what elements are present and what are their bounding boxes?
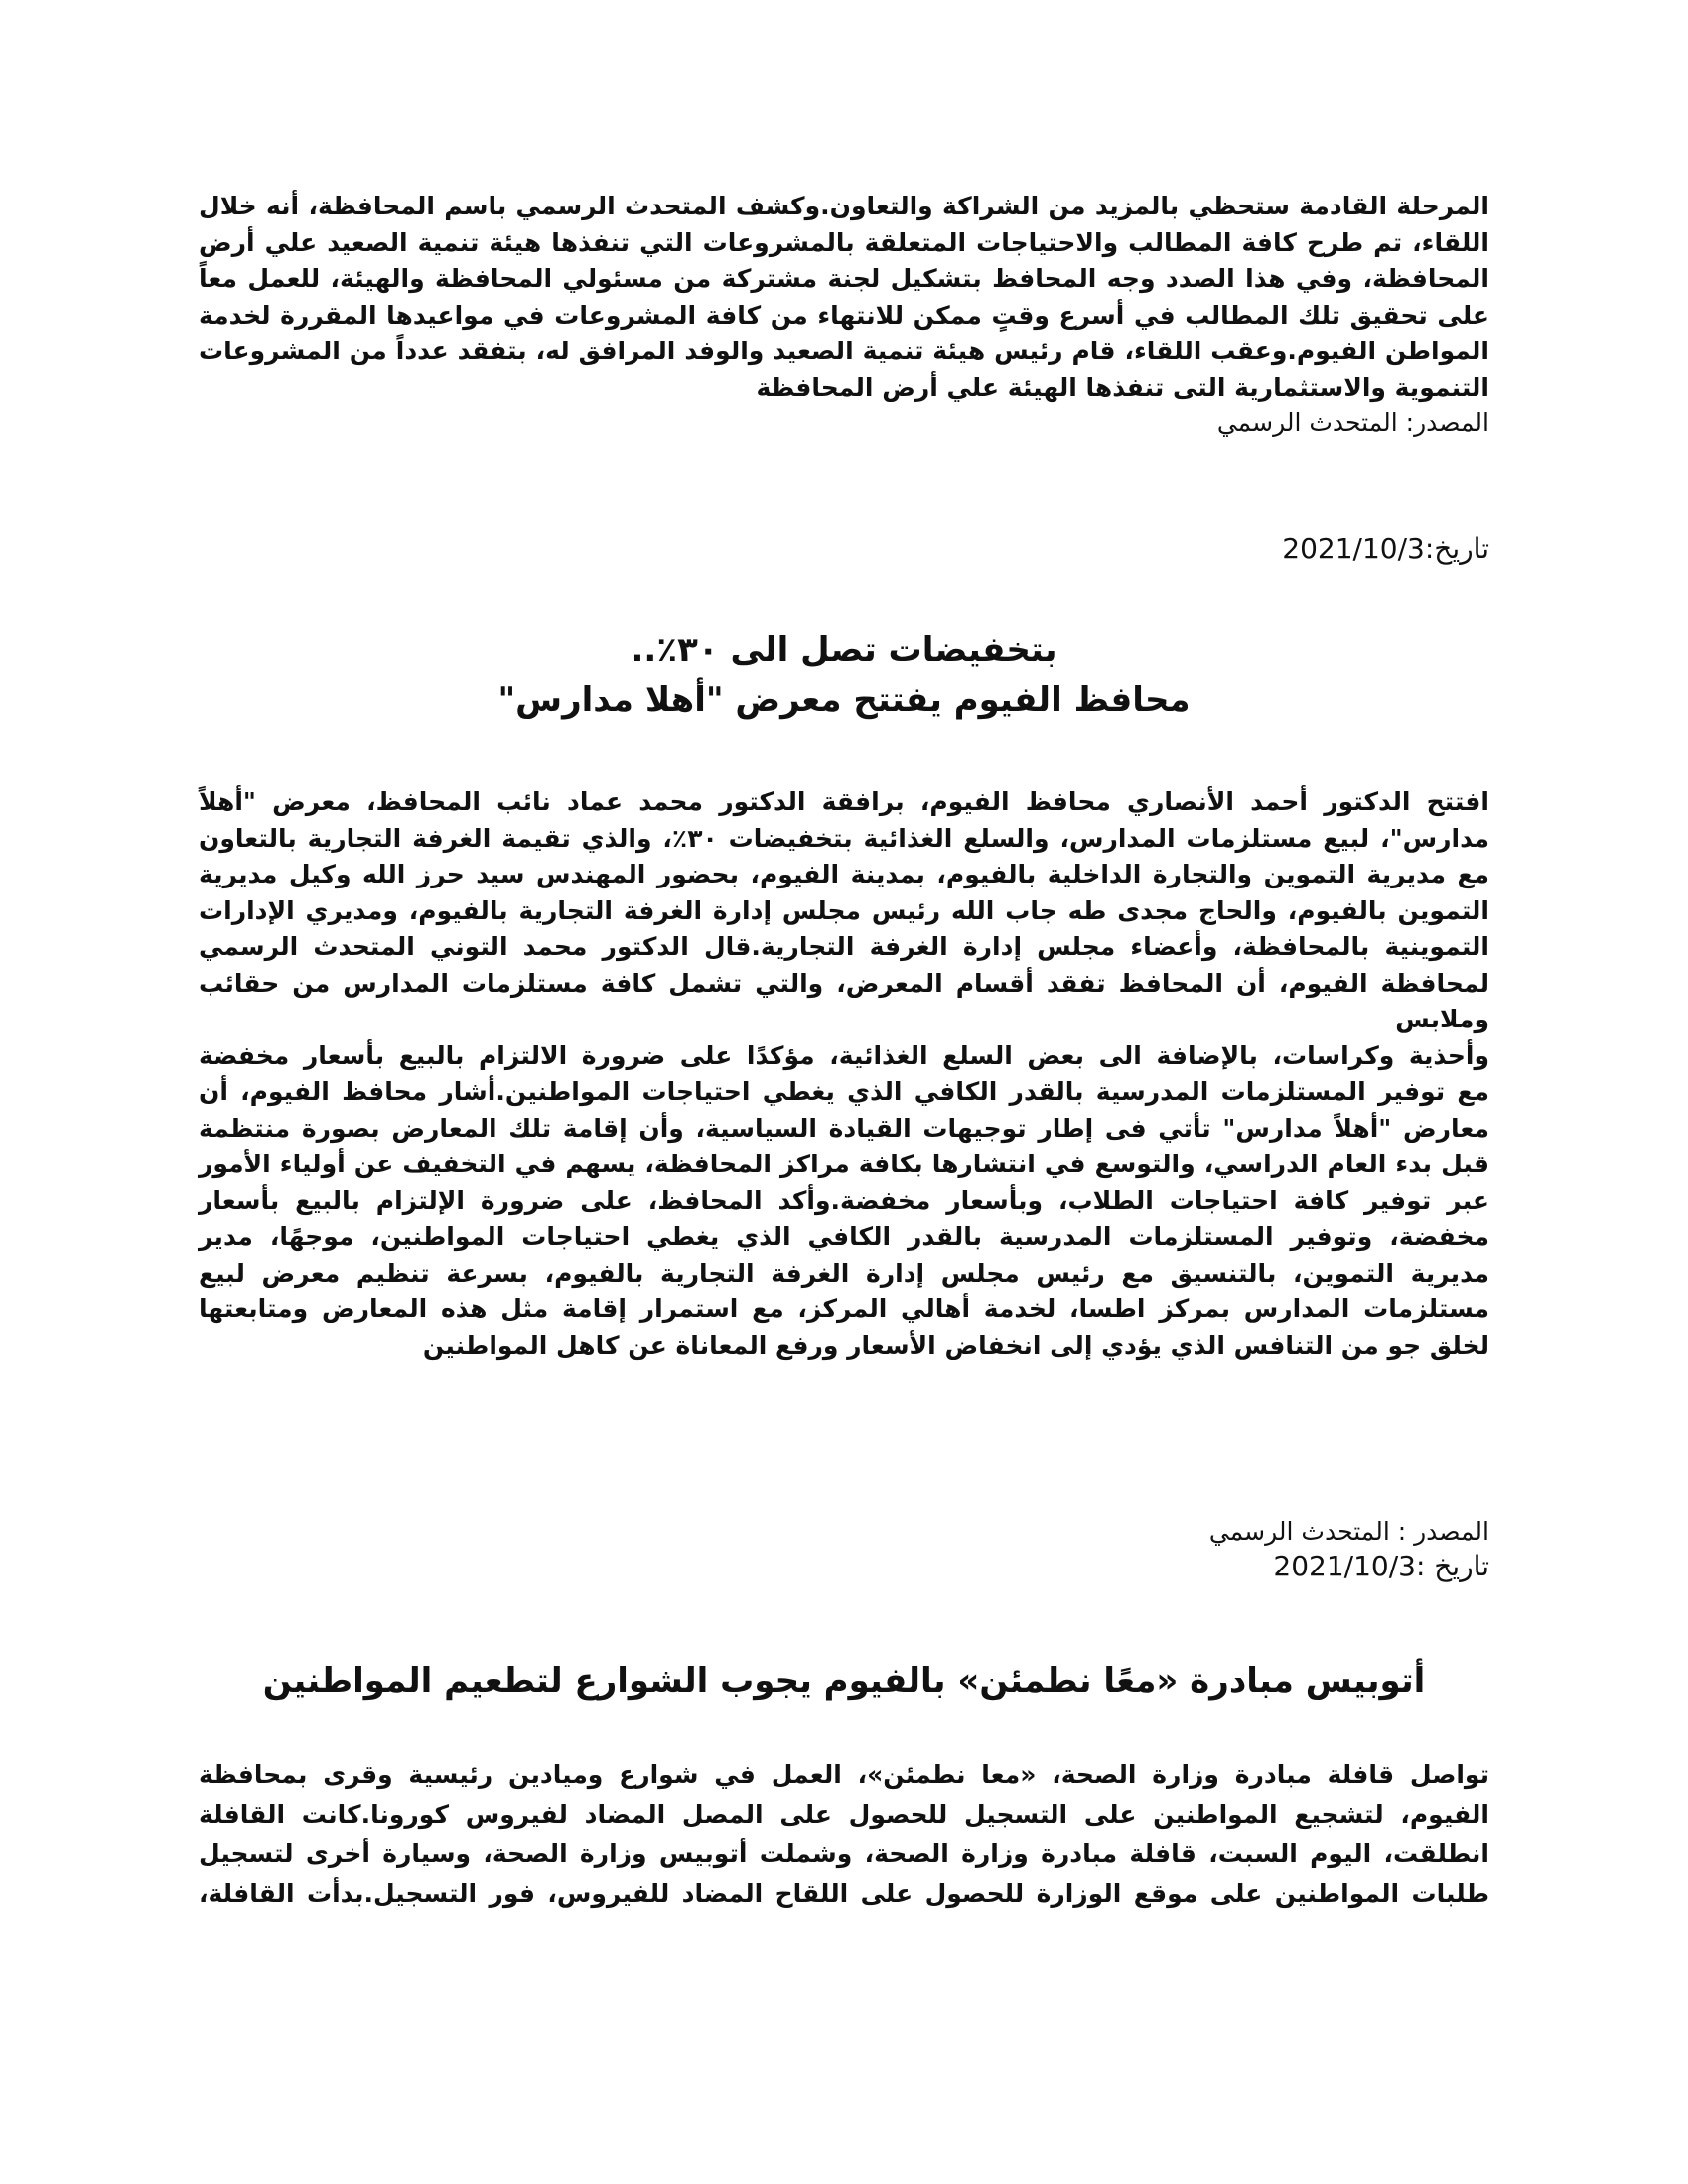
paragraph-line: مديرية التموين، بالتنسيق مع رئيس مجلس إدارة الغرفة التجارية بالفيوم، بسرعة تنظيم معرض لبيع xyxy=(199,1258,1489,1288)
article-2-date: تاريخ :2021/10/3 xyxy=(1273,1550,1489,1582)
paragraph-line: التموينية بالمحافظة، وأعضاء مجلس إدارة الغرفة التجارية.قال الدكتور محمد التوني المتحدث الرسمي xyxy=(199,932,1489,961)
paragraph-line: افتتح الدكتور أحمد الأنصاري محافظ الفيوم، برافقة الدكتور محمد عماد نائب المحافظ، معرض "أهلاً xyxy=(199,787,1489,816)
paragraph-line: عبر توفير كافة احتياجات الطلاب، وبأسعار مخفضة.وأكد المحافظ، على ضرورة الإلتزام بالبيع بأسعار xyxy=(199,1185,1489,1215)
paragraph-line: المحافظة، وفي هذا الصدد وجه المحافظ بتشكيل لجنة مشتركة من مسئولي المحافظة والهيئة، للعمل معاً xyxy=(199,264,1489,293)
paragraph-line: المواطن الفيوم.وعقب اللقاء، قام رئيس هيئة تنمية الصعيد والوفد المرافق له، بتفقد عدداً من المشروعات xyxy=(199,337,1489,365)
article-2-headline xyxy=(199,625,1489,725)
paragraph-line: مدارس"، لبيع مستلزمات المدارس، والسلع الغذائية بتخفيضات ٣٠٪، والذي تقيمة الغرفة التجارية بالتعاون xyxy=(199,823,1490,853)
paragraph-line: مخفضة، وتوفير المستلزمات المدرسية بالقدر الكافي الذي يغطي احتياجات المواطنين، موجهًا، مدير xyxy=(199,1222,1489,1251)
article-3-headline: أتوبيس مبادرة «معًا نطمئن» بالفيوم يجوب الشوارع لتطعيم المواطنين xyxy=(262,1661,1426,1701)
paragraph-line: التنموية والاستثمارية التى تنفذها الهيئة علي أرض المحافظة xyxy=(756,372,1489,402)
paragraph-line: الفيوم، لتشجيع المواطنين على التسجيل للحصول على المصل المضاد لفيروس كورونا.كانت القافلة xyxy=(199,1800,1489,1829)
paragraph-line: التموين بالفيوم، والحاج مجدى طه جاب الله رئيس مجلس إدارة الغرفة التجارية بالفيوم، ومديري الإدارات xyxy=(199,895,1489,925)
paragraph-line: مستلزمات المدارس بمركز اطسا، لخدمة أهالي المركز، مع استمرار إقامة مثل هذه المعارض ومتابعتها xyxy=(199,1295,1489,1323)
headline-line: محافظ الفيوم يفتتح معرض "أهلا مدارس" xyxy=(497,680,1191,720)
paragraph-line: انطلقت، اليوم السبت، قافلة مبادرة وزارة الصحة، وشملت أتوبيس وزارة الصحة، وسيارة أخرى لتسجيل xyxy=(199,1840,1489,1868)
paragraph-line: مع توفير المستلزمات المدرسية بالقدر الكافي الذي يغطي احتياجات المواطنين.أشار محافظ الفيوم، أن xyxy=(199,1077,1489,1106)
article-3-body xyxy=(199,1755,1489,1914)
paragraph-line: لخلق جو من التنافس الذي يؤدي إلى انخفاض الأسعار ورفع المعاناة عن كاهل المواطنين xyxy=(422,1330,1489,1360)
paragraph-line: اللقاء، تم طرح كافة المطالب والاحتياجات المتعلقة بالمشروعات التي تنفذها هيئة تنمية الصعيد علي أرض xyxy=(199,227,1489,257)
headline-line: بتخفيضات تصل الى ٣٠٪.. xyxy=(631,630,1057,670)
paragraph-line: مع مديرية التموين والتجارة الداخلية بالفيوم، بمدينة الفيوم، بحضور المهندس سيد حرز الله وكيل مديرية xyxy=(199,860,1489,888)
paragraph-line: على تحقيق تلك المطالب في أسرع وقتٍ ممكن للانتهاء من كافة المشروعات في مواعيدها المقررة لخدمة xyxy=(199,300,1489,330)
paragraph-line: لمحافظة الفيوم، أن المحافظ تفقد أقسام المعرض، والتي تشمل كافة مستلزمات المدارس من حقائب وملابس xyxy=(199,968,1489,1033)
paragraph-line: تواصل قافلة مبادرة وزارة الصحة، «معا نطمئن»، العمل في شوارع وميادين رئيسية وقرى بمحافظة xyxy=(199,1760,1489,1789)
article-1-body xyxy=(199,189,1489,406)
paragraph-line: طلبات المواطنين على موقع الوزارة للحصول على اللقاح المضاد للفيروس، فور التسجيل.بدأت القافلة، xyxy=(199,1879,1489,1908)
article-1-date: تاريخ:2021/10/3 xyxy=(1282,532,1489,565)
paragraph-line: وأحذية وكراسات، بالإضافة الى بعض السلع الغذائية، مؤكدًا على ضرورة الالتزام بالبيع بأسعار مخفضة xyxy=(199,1040,1489,1070)
article-1-source: المصدر: المتحدث الرسمي xyxy=(1216,408,1489,437)
paragraph-line: معارض "أهلاً مدارس" تأتي فى إطار توجيهات القيادة السياسية، وأن إقامة تلك المعارض بصورة منتظمة xyxy=(199,1113,1489,1143)
article-2-body xyxy=(199,784,1489,1364)
paragraph-line: المرحلة القادمة ستحظي بالمزيد من الشراكة والتعاون.وكشف المتحدث الرسمي باسم المحافظة، أنه خلال xyxy=(199,192,1489,220)
article-2-source: المصدر : المتحدث الرسمي xyxy=(1208,1517,1489,1546)
paragraph-line: قبل بدء العام الدراسي، والتوسع في انتشارها بكافة مراكز المحافظة، يسهم في التخفيف عن أولياء الأمور xyxy=(199,1150,1489,1178)
